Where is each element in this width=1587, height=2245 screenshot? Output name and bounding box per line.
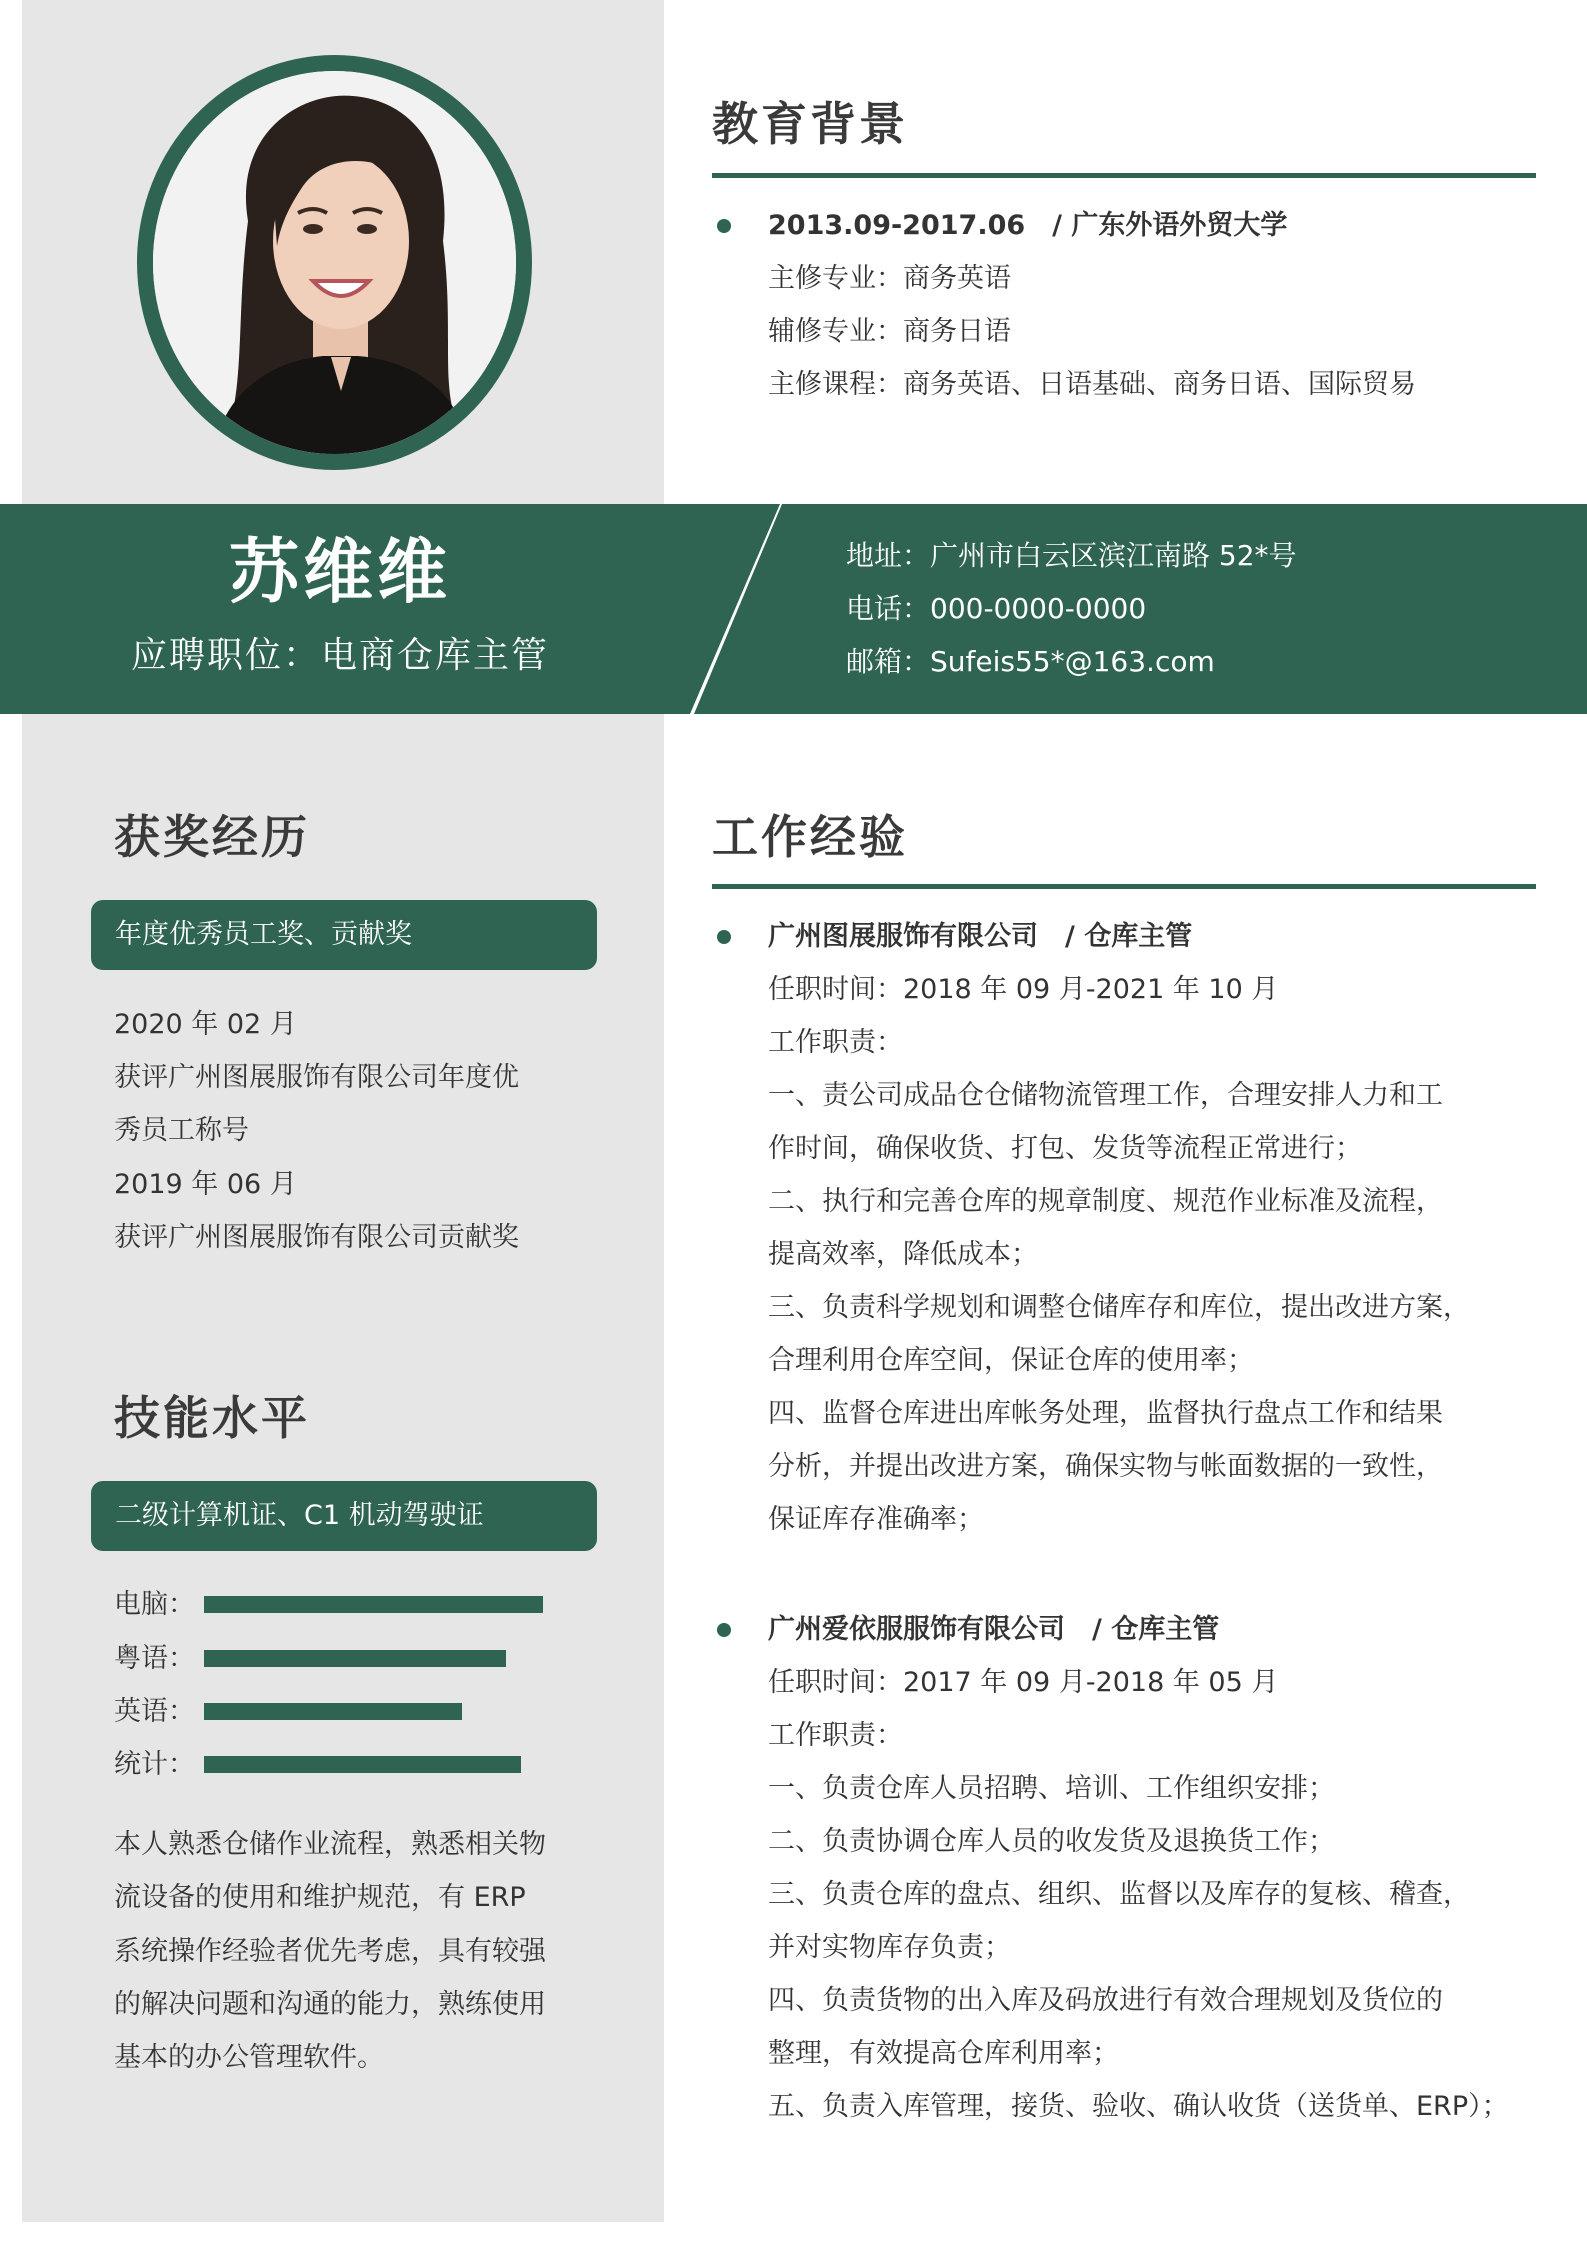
education-line: 主修专业：商务英语: [768, 263, 1011, 294]
job-line: 提高效率，降低成本；: [768, 1239, 1038, 1270]
education-title: 教育背景: [712, 97, 908, 151]
skills-pill: 二级计算机证、C1 机动驾驶证: [91, 1481, 597, 1551]
job-line: 工作职责：: [768, 1027, 903, 1058]
skills-summary-line: 的解决问题和沟通的能力，熟练使用: [114, 1989, 546, 2020]
job-line: 四、负责货物的出入库及码放进行有效合理规划及货位的: [768, 1985, 1443, 2016]
skill-bar: [204, 1650, 568, 1667]
skills-summary-line: 流设备的使用和维护规范，有 ERP: [114, 1882, 526, 1913]
job-bullet: [717, 1623, 731, 1637]
skill-bar: [204, 1756, 568, 1773]
skill-bar-fill: [204, 1596, 543, 1613]
applied-position: 应聘职位：电商仓库主管: [130, 635, 549, 676]
awards-pill: 年度优秀员工奖、贡献奖: [91, 900, 597, 970]
education-line: 辅修专业：商务日语: [768, 316, 1011, 347]
education-rule: [712, 173, 1536, 178]
contact-phone: 电话：000-0000-0000: [846, 592, 1147, 625]
award-line: 获评广州图展服饰有限公司年度优: [114, 1062, 519, 1093]
skill-bar-fill: [204, 1703, 462, 1720]
skills-summary-line: 基本的办公管理软件。: [114, 2042, 384, 2073]
job-line: 五、负责入库管理，接货、验收、确认收货（送货单、ERP）；: [768, 2091, 1509, 2122]
education-header: 2013.09-2017.06 / 广东外语外贸大学: [768, 210, 1288, 241]
job-line: 分析，并提出改进方案，确保实物与帐面数据的一致性，: [768, 1451, 1443, 1482]
job-line: 工作职责：: [768, 1720, 903, 1751]
job-line: 保证库存准确率；: [768, 1504, 984, 1535]
award-line: 2020 年 02 月: [114, 1009, 297, 1040]
awards-title: 获奖经历: [114, 810, 310, 864]
job-line: 作时间，确保收货、打包、发货等流程正常进行；: [768, 1133, 1362, 1164]
skill-bar: [204, 1596, 568, 1613]
skills-summary-line: 系统操作经验者优先考虑，具有较强: [114, 1936, 546, 1967]
job-line: 任职时间：2018 年 09 月-2021 年 10 月: [768, 974, 1279, 1005]
work-title: 工作经验: [712, 810, 908, 864]
skills-summary-line: 本人熟悉仓储作业流程，熟悉相关物: [114, 1829, 546, 1860]
job-line: 合理利用仓库空间，保证仓库的使用率；: [768, 1345, 1254, 1376]
skills-title: 技能水平: [114, 1391, 310, 1445]
job-header: 广州图展服饰有限公司 / 仓库主管: [768, 921, 1193, 952]
job-bullet: [717, 930, 731, 944]
skill-label: 英语：: [114, 1696, 195, 1727]
job-line: 一、责公司成品仓仓储物流管理工作，合理安排人力和工: [768, 1080, 1443, 1111]
job-line: 一、负责仓库人员招聘、培训、工作组织安排；: [768, 1773, 1335, 1804]
profile-photo: [137, 55, 532, 470]
skill-label: 统计：: [114, 1749, 195, 1780]
job-line: 整理，有效提高仓库利用率；: [768, 2038, 1119, 2069]
work-rule: [712, 884, 1536, 889]
job-line: 三、负责科学规划和调整仓储库存和库位，提出改进方案，: [768, 1292, 1470, 1323]
award-line: 获评广州图展服饰有限公司贡献奖: [114, 1222, 519, 1253]
skill-bar-fill: [204, 1650, 506, 1667]
award-line: 秀员工称号: [114, 1115, 249, 1146]
award-line: 2019 年 06 月: [114, 1169, 297, 1200]
job-line: 二、负责协调仓库人员的收发货及退换货工作；: [768, 1826, 1335, 1857]
candidate-name: 苏维维: [229, 531, 451, 613]
job-header: 广州爱依服服饰有限公司 / 仓库主管: [768, 1614, 1220, 1645]
education-line: 主修课程：商务英语、日语基础、商务日语、国际贸易: [768, 369, 1416, 400]
job-line: 并对实物库存负责；: [768, 1932, 1011, 1963]
contact-email: 邮箱：Sufeis55*@163.com: [846, 645, 1215, 678]
portrait-illustration: [153, 71, 516, 454]
job-line: 任职时间：2017 年 09 月-2018 年 05 月: [768, 1667, 1279, 1698]
education-bullet: [717, 219, 731, 233]
skill-bar-fill: [204, 1756, 521, 1773]
skill-bar: [204, 1703, 568, 1720]
skill-label: 粤语：: [114, 1643, 195, 1674]
contact-address: 地址：广州市白云区滨江南路 52*号: [846, 539, 1297, 572]
job-line: 二、执行和完善仓库的规章制度、规范作业标准及流程，: [768, 1186, 1443, 1217]
skill-label: 电脑：: [114, 1589, 195, 1620]
job-line: 三、负责仓库的盘点、组织、监督以及库存的复核、稽查，: [768, 1879, 1470, 1910]
job-line: 四、监督仓库进出库帐务处理，监督执行盘点工作和结果: [768, 1398, 1443, 1429]
